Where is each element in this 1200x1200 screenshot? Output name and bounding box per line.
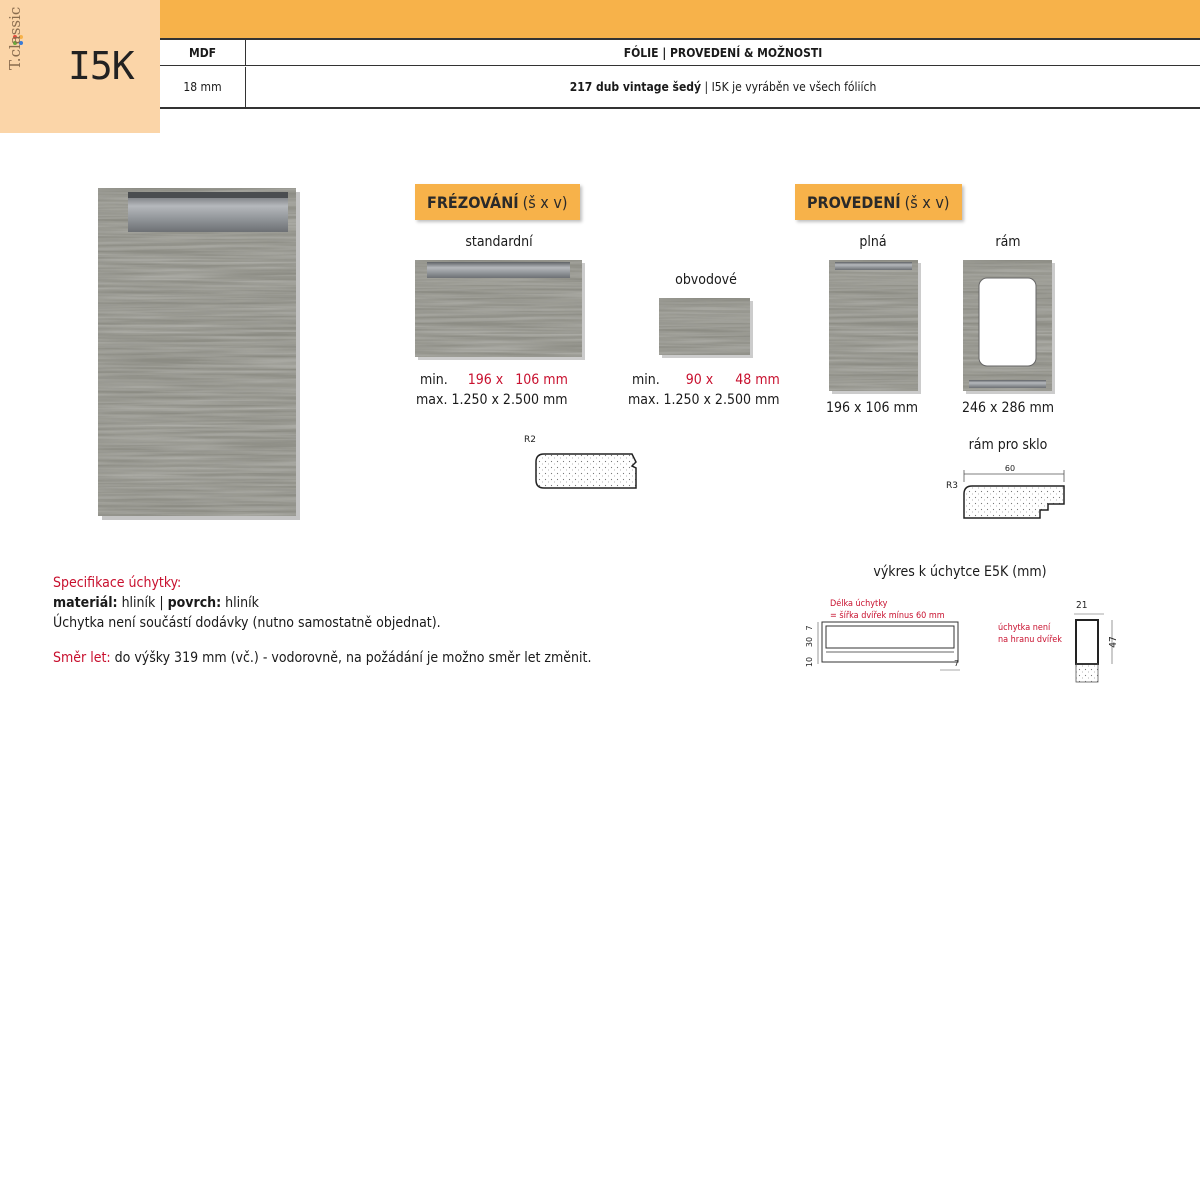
svg-text:21: 21	[1076, 600, 1088, 611]
solid-door-image	[829, 260, 921, 394]
header-bar	[160, 0, 1200, 40]
handle-side-drawing	[994, 596, 1124, 686]
svg-text:R2: R2	[524, 435, 536, 445]
milling-standard-label: standardní	[465, 234, 533, 250]
glass-frame-label: rám pro sklo	[968, 437, 1048, 453]
svg-text:úchytka není: úchytka není	[998, 623, 1051, 633]
foil-note: | I5K je vyráběn ve všech fóliích	[701, 80, 877, 94]
header-row-values	[160, 67, 1200, 109]
standard-min-dims: min. 196 x 106 mm	[420, 372, 568, 388]
r2-profile-drawing	[520, 430, 642, 492]
perimeter-min-dims: min. 90 x 48 mm	[632, 372, 780, 388]
header-row-labels	[160, 40, 1200, 66]
handle-front-drawing	[800, 592, 970, 676]
svg-text:47: 47	[1108, 636, 1119, 648]
r3-profile-drawing	[944, 460, 1068, 522]
frame-door-image	[963, 260, 1055, 394]
spec-grain: Směr let: do výšky 319 mm (vč.) - vodorovně, na požádání je možno směr let změnit.	[53, 650, 592, 666]
design-title: PROVEDENÍ (š x v)	[795, 184, 962, 220]
foil-value	[246, 67, 1200, 107]
door-image	[98, 188, 300, 520]
spec-note: Úchytka není součástí dodávky (nutno samostatně objednat).	[53, 615, 441, 631]
svg-text:10: 10	[805, 656, 814, 668]
frame-size: 246 x 286 mm	[961, 400, 1055, 416]
milling-perimeter-label: obvodové	[675, 272, 737, 288]
svg-text:30: 30	[805, 636, 814, 648]
brand-name: T.classic	[6, 6, 24, 70]
foil-name: 217 dub vintage šedý	[569, 80, 702, 94]
spec-heading: Specifikace úchytky:	[53, 575, 182, 591]
standard-max-dims: max. 1.250 x 2.500 mm	[416, 392, 568, 408]
mdf-thickness: 18 mm	[160, 67, 246, 107]
svg-text:60: 60	[1004, 464, 1016, 473]
product-code: I5K	[68, 44, 134, 88]
foil-header: FÓLIE | PROVEDENÍ & MOŽNOSTI	[623, 45, 823, 60]
design-solid-label: plná	[859, 234, 887, 250]
handle-drawing-title: výkres k úchytce E5K (mm)	[873, 564, 1047, 580]
design-frame-label: rám	[995, 234, 1021, 250]
svg-text:R3: R3	[946, 481, 958, 491]
mdf-header: MDF	[160, 40, 246, 65]
standard-milling-image	[415, 260, 585, 360]
svg-text:na hranu dvířek: na hranu dvířek	[998, 635, 1062, 645]
svg-text:7: 7	[954, 659, 960, 668]
svg-text:7: 7	[805, 625, 814, 631]
milling-title: FRÉZOVÁNÍ (š x v)	[415, 184, 580, 220]
solid-size: 196 x 106 mm	[825, 400, 919, 416]
svg-text:Délka úchytky: Délka úchytky	[830, 599, 888, 609]
svg-text:= šířka dvířek mínus 60 mm: = šířka dvířek mínus 60 mm	[830, 611, 945, 621]
spec-material: materiál: hliník | povrch: hliník	[53, 595, 259, 611]
header-corner	[0, 0, 160, 133]
perimeter-max-dims: max. 1.250 x 2.500 mm	[628, 392, 780, 408]
perimeter-milling-image	[659, 298, 753, 358]
